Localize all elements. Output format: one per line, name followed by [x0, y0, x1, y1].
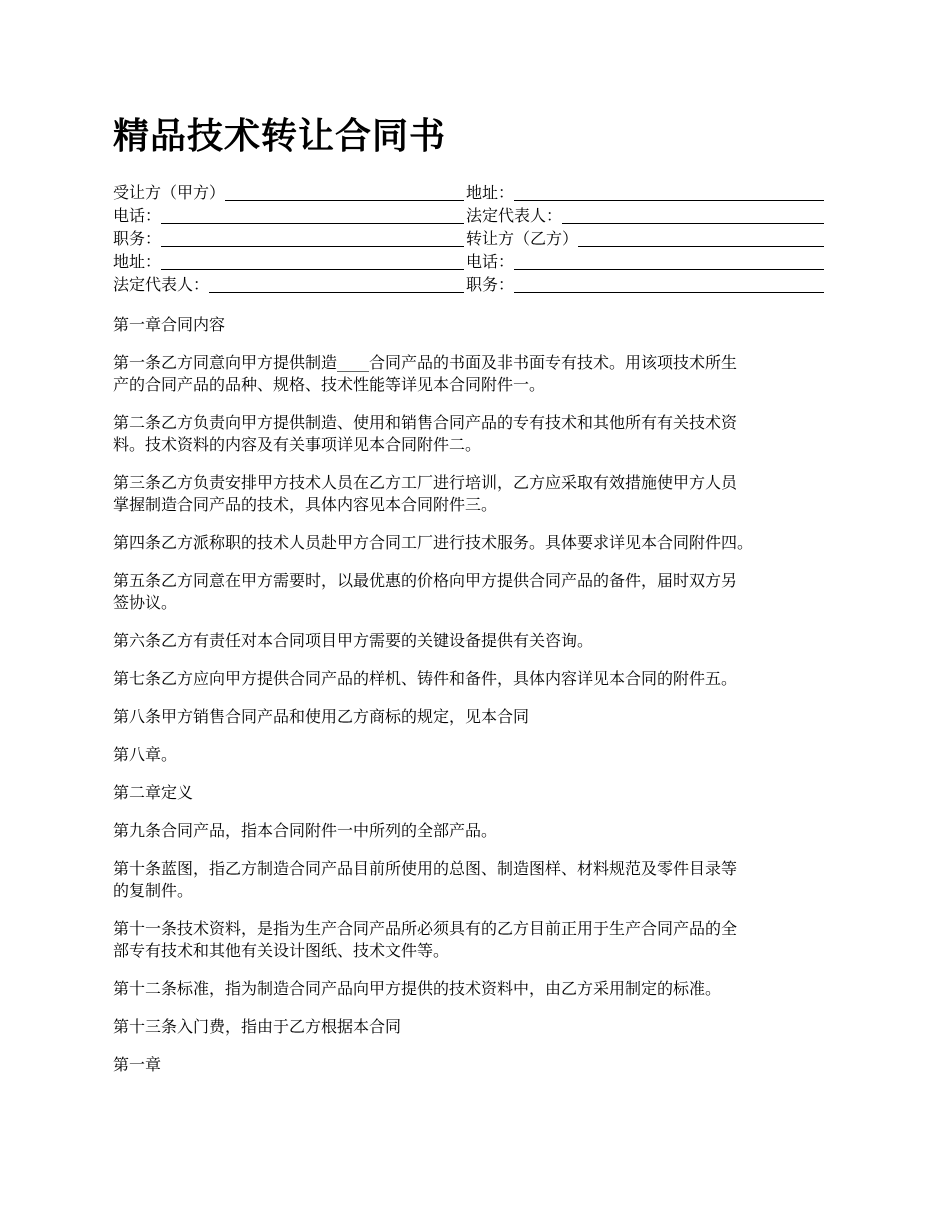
transferor-phone-field — [466, 252, 826, 272]
chapter-heading — [113, 314, 858, 336]
blank-line — [514, 275, 824, 293]
paragraph-line: 第一章合同内容 — [113, 315, 226, 334]
paragraph-line: 第十一条技术资料，是指为生产合同产品所必须具有的乙方目前正用于生产合同产品的全 — [113, 919, 738, 938]
article-paragraph — [113, 412, 858, 456]
blank-line — [225, 183, 464, 201]
paragraph-line: 第五条乙方同意在甲方需要时，以最优惠的价格向甲方提供合同产品的备件，届时双方另 — [113, 571, 738, 590]
article-paragraph — [113, 570, 858, 614]
blank-line — [578, 229, 824, 247]
transferor-legal-rep-field — [113, 275, 466, 295]
field-label: 电话： — [113, 206, 162, 225]
field-label: 地址： — [113, 252, 162, 271]
paragraph-line: 第四条乙方派称职的技术人员赴甲方合同工厂进行技术服务。具体要求详见本合同附件四。 — [113, 533, 754, 552]
paragraph-line: 第十三条入门费，指由于乙方根据本合同 — [113, 1017, 402, 1036]
paragraph-line: 第八章。 — [113, 745, 178, 764]
paragraph-line: 第二条乙方负责向甲方提供制造、使用和销售合同产品的专有技术和其他所有有关技术资 — [113, 413, 738, 432]
field-label: 职务： — [113, 229, 162, 248]
transferee-address-field — [466, 183, 826, 203]
transferor-position-field — [466, 275, 826, 295]
transferor-address-field — [113, 252, 466, 272]
article-paragraph — [113, 744, 858, 766]
transferor-field — [466, 229, 826, 249]
paragraph-line: 第三条乙方负责安排甲方技术人员在乙方工厂进行培训，乙方应采取有效措施使甲方人员 — [113, 473, 738, 492]
blank-line — [161, 206, 464, 224]
blank-line — [209, 275, 464, 293]
transferee-position-field — [113, 229, 466, 249]
field-label: 地址： — [466, 183, 515, 202]
paragraph-line: 第七条乙方应向甲方提供合同产品的样机、铸件和备件，具体内容详见本合同的附件五。 — [113, 669, 738, 688]
chapter-heading — [113, 782, 858, 804]
paragraph-line: 第六条乙方有责任对本合同项目甲方需要的关键设备提供有关咨询。 — [113, 631, 594, 650]
paragraph-line: 第一条乙方同意向甲方提供制造____合同产品的书面及非书面专有技术。用该项技术所生 — [113, 353, 738, 372]
blank-line — [161, 229, 464, 247]
paragraph-line: 第二章定义 — [113, 783, 194, 802]
chapter-heading — [113, 1054, 858, 1076]
article-paragraph — [113, 978, 858, 1000]
field-label: 法定代表人： — [466, 206, 563, 225]
article-paragraph — [113, 858, 858, 902]
paragraph-line: 第一章 — [113, 1055, 162, 1074]
article-paragraph — [113, 1016, 858, 1038]
field-label: 转让方（乙方） — [466, 229, 579, 248]
paragraph-line: 第十二条标准，指为制造合同产品向甲方提供的技术资料中，由乙方采用制定的标准。 — [113, 979, 722, 998]
paragraph-line: 的复制件。 — [113, 881, 194, 900]
transferee-field — [113, 183, 466, 203]
party-info-fields — [113, 180, 826, 295]
transferee-legal-rep-field — [466, 206, 826, 226]
blank-line — [161, 252, 464, 270]
field-label: 法定代表人： — [113, 275, 210, 294]
field-row — [113, 203, 826, 226]
article-paragraph — [113, 706, 858, 728]
paragraph-line: 产的合同产品的品种、规格、技术性能等详见本合同附件一。 — [113, 375, 546, 394]
field-label: 电话： — [466, 252, 515, 271]
article-paragraph — [113, 472, 858, 516]
paragraph-line: 料。技术资料的内容及有关事项详见本合同附件二。 — [113, 435, 482, 454]
field-row — [113, 272, 826, 295]
article-paragraph — [113, 352, 858, 396]
paragraph-line: 部专有技术和其他有关设计图纸、技术文件等。 — [113, 941, 450, 960]
field-label: 职务： — [466, 275, 515, 294]
paragraph-line: 第九条合同产品，指本合同附件一中所列的全部产品。 — [113, 821, 498, 840]
article-paragraph — [113, 668, 858, 690]
field-row — [113, 226, 826, 249]
document-title: 精品技术转让合同书 — [113, 116, 447, 157]
field-row — [113, 180, 826, 203]
paragraph-line: 第十条蓝图，指乙方制造合同产品目前所使用的总图、制造图样、材料规范及零件目录等 — [113, 859, 738, 878]
blank-line — [514, 252, 824, 270]
article-paragraph — [113, 630, 858, 652]
paragraph-line: 签协议。 — [113, 593, 178, 612]
contract-body — [113, 314, 858, 1092]
field-row — [113, 249, 826, 272]
blank-line — [514, 183, 824, 201]
article-paragraph — [113, 532, 858, 554]
paragraph-line: 掌握制造合同产品的技术，具体内容见本合同附件三。 — [113, 495, 498, 514]
article-paragraph — [113, 820, 858, 842]
transferee-phone-field — [113, 206, 466, 226]
paragraph-line: 第八条甲方销售合同产品和使用乙方商标的规定，见本合同 — [113, 707, 530, 726]
article-paragraph — [113, 918, 858, 962]
blank-line — [562, 206, 824, 224]
field-label: 受让方（甲方） — [113, 183, 226, 202]
